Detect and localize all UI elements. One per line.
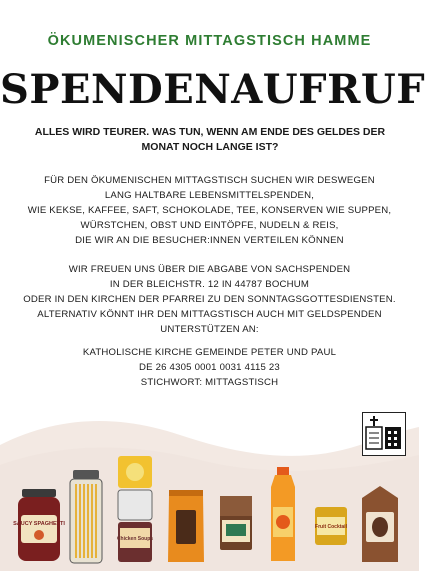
bank-iban: DE 26 4305 0001 0031 4115 23 — [139, 362, 280, 373]
bank-recipient: KATHOLISCHE KIRCHE GEMEINDE PETER UND PAUL — [82, 347, 337, 358]
background-wave — [0, 405, 419, 571]
dropoff-line: ODER IN DEN KIRCHEN DER PFARREI ZU DEN SONNTAGSGOTTESDIENSTEN. — [23, 294, 396, 305]
sauce-jar-icon — [13, 489, 65, 563]
dropoff-line: ALTERNATIV KÖNNT IHR DEN MITTAGSTISCH AUCH MIT GELDSPENDEN — [37, 309, 382, 320]
bank-details — [12, 345, 407, 390]
juice-bottle-icon — [265, 467, 301, 563]
intro-line: MONAT NOCH LANGE IST? — [141, 141, 279, 153]
request-line: FÜR DEN ÖKUMENISCHEN MITTAGSTISCH SUCHEN WIR DESWEGEN — [44, 175, 375, 186]
coffee-carton-icon — [358, 484, 402, 564]
fruit-can-label: Fruit Cocktail — [315, 524, 347, 530]
page-title: SPENDENAUFRUF — [0, 66, 425, 113]
canned-food-icon — [114, 456, 156, 564]
bank-reference: STICHWORT: MITTAGSTISCH — [140, 377, 279, 388]
dropoff-line: WIR FREUEN UNS ÜBER DIE ABGABE VON SACHSPENDEN — [68, 264, 351, 275]
sauce-jar-label: SAUCY SPAGHETTI — [13, 521, 65, 527]
intro-question — [20, 125, 400, 155]
pasta-jar-icon — [68, 470, 104, 564]
chocolate-bar-icon — [218, 494, 254, 552]
donation-request-paragraph — [12, 173, 407, 248]
organization-name: ÖKUMENISCHER MITTAGSTISCH HAMME — [47, 33, 372, 49]
coffee-bag-icon — [166, 490, 206, 564]
intro-line: ALLES WIRD TEURER. WAS TUN, WENN AM ENDE DES GELDES DER — [34, 126, 386, 138]
dropoff-line: UNTERSTÜTZEN AN: — [160, 324, 259, 335]
request-line: DIE WIR AN DIE BESUCHER:INNEN VERTEILEN KÖNNEN — [75, 235, 344, 246]
dropoff-line: IN DER BLEICHSTR. 12 IN 44787 BOCHUM — [109, 279, 310, 290]
dropoff-paragraph — [12, 262, 407, 337]
request-line: LANG HALTBARE LEBENSMITTELSPENDEN, — [104, 190, 315, 201]
request-line: WIE KEKSE, KAFFEE, SAFT, SCHOKOLADE, TEE, KONSERVEN WIE SUPPEN, — [27, 205, 392, 216]
request-line: WÜRSTCHEN, OBST UND EINTÖPFE, NUDELN & REIS, — [80, 220, 339, 231]
parish-logo — [362, 412, 406, 456]
soup-can-label: Chicken Soups — [116, 536, 154, 542]
fruit-can-icon — [313, 505, 349, 547]
